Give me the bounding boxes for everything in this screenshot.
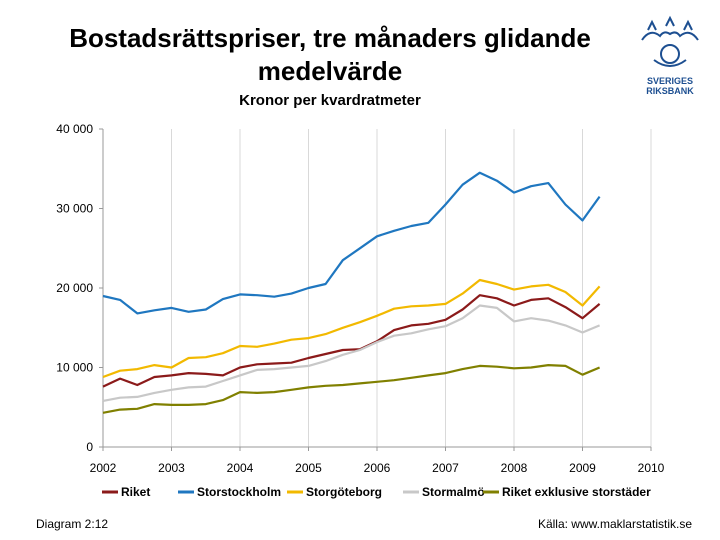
legend-label-0: Riket bbox=[121, 485, 151, 499]
x-tick-label: 2003 bbox=[158, 461, 185, 475]
x-tick-label: 2005 bbox=[295, 461, 322, 475]
series-lines bbox=[103, 173, 600, 413]
x-tick-label: 2007 bbox=[432, 461, 459, 475]
diagram-number: Diagram 2:12 bbox=[36, 517, 109, 531]
legend-label-1: Storstockholm bbox=[197, 485, 282, 499]
y-tick-label: 10 000 bbox=[56, 360, 93, 375]
y-tick-label: 0 bbox=[86, 440, 93, 454]
legend-label-4: Riket exklusive storstäder bbox=[502, 485, 651, 499]
y-axis bbox=[56, 122, 103, 454]
x-tick-label: 2002 bbox=[89, 461, 117, 475]
series-line-1 bbox=[103, 173, 600, 314]
x-tick-label: 2010 bbox=[637, 461, 665, 475]
legend-label-3: Stormalmö bbox=[422, 485, 485, 499]
line-chart bbox=[0, 110, 720, 510]
x-tick-label: 2006 bbox=[363, 461, 391, 475]
chart-title: Bostadsrättspriser, tre månaders glidande medelvärde bbox=[69, 23, 591, 86]
chart-subtitle: Kronor per kvardratmeter bbox=[239, 92, 421, 109]
x-tick-label: 2004 bbox=[226, 461, 254, 475]
x-axis bbox=[90, 447, 665, 475]
riksbank-logo bbox=[620, 0, 720, 100]
x-tick-label: 2008 bbox=[500, 461, 528, 475]
y-tick-label: 20 000 bbox=[56, 281, 93, 295]
series-line-2 bbox=[103, 280, 600, 377]
logo-text-line1: SVERIGES bbox=[646, 76, 694, 86]
logo-text-line2: RIKSBANK bbox=[646, 86, 694, 96]
grid-lines bbox=[172, 129, 652, 447]
series-line-3 bbox=[103, 306, 600, 401]
legend bbox=[102, 485, 651, 499]
legend-label-2: Storgöteborg bbox=[306, 485, 382, 499]
y-tick-label: 30 000 bbox=[56, 201, 93, 216]
source-note: Källa: www.maklarstatistik.se bbox=[537, 517, 692, 531]
y-tick-label: 40 000 bbox=[56, 122, 93, 136]
x-tick-label: 2009 bbox=[569, 461, 596, 475]
